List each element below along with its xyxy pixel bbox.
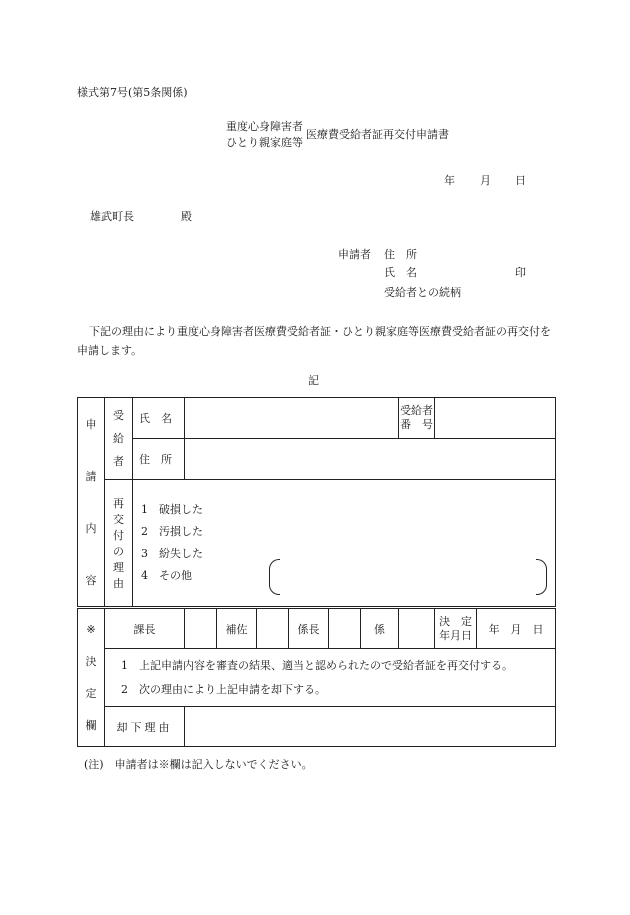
seal-mark: 印 — [515, 266, 526, 279]
page-title: 医療費受給者証再交付申請書 — [306, 128, 449, 141]
reason-option-soiled[interactable]: 2 汚損した — [141, 525, 203, 538]
recipient-name-label: 氏 名 — [133, 398, 185, 439]
recipient-address-field[interactable] — [185, 439, 556, 480]
application-table — [77, 397, 556, 747]
recipient-address-label: 住 所 — [133, 439, 185, 480]
addressee: 雄武町長 — [90, 210, 134, 223]
title-line2: ひとり親家庭等 — [226, 136, 303, 149]
role-subsection-chief: 係長 — [289, 608, 329, 649]
seal-section-chief[interactable] — [185, 608, 217, 649]
rejection-reason-label: 却下理由 — [105, 707, 185, 747]
seal-subsection-chief[interactable] — [329, 608, 361, 649]
title-line1: 重度心身障害者 — [226, 120, 303, 133]
applicant-name-label: 氏 名 — [384, 266, 417, 279]
honorific: 殿 — [181, 210, 192, 223]
recipient-name-field[interactable] — [185, 398, 399, 439]
applicant-address-label: 住 所 — [384, 248, 417, 261]
recipient-label-cell: 受 給 者 — [105, 398, 133, 480]
footnote: (注) 申請者は※欄は記入しないでください。 — [84, 758, 313, 771]
relation-label: 受給者との続柄 — [384, 286, 461, 299]
reason-option-damaged[interactable]: 1 破損した — [141, 503, 203, 516]
reason-label-cell: 再 交 付 の 理 由 — [105, 480, 133, 608]
decision-date-field[interactable]: 年 月 日 — [477, 608, 556, 649]
decision-approve[interactable]: 1 上記申請内容を審査の結果、適当と認められたので受給者証を再交付する。 — [121, 658, 513, 672]
role-assistant: 補佐 — [217, 608, 257, 649]
reason-option-lost[interactable]: 3 紛失した — [141, 547, 203, 560]
date-month-label: 月 — [480, 174, 491, 187]
role-section-chief: 課長 — [105, 608, 185, 649]
seal-staff[interactable] — [399, 608, 435, 649]
date-year-label: 年 — [444, 174, 455, 187]
role-staff: 係 — [361, 608, 399, 649]
applicant-label: 申請者 — [338, 248, 371, 261]
ki-heading: 記 — [308, 374, 319, 387]
decision-date-label: 決 定 年月日 — [435, 608, 477, 649]
recipient-number-field[interactable] — [435, 398, 556, 439]
reason-options[interactable] — [133, 480, 556, 608]
right-paren-bracket — [536, 559, 547, 595]
reason-option-other[interactable]: 4 その他 — [141, 565, 555, 587]
decision-options — [105, 649, 556, 707]
decision-label-cell: ※ 決 定 欄 — [78, 608, 105, 747]
date-day-label: 日 — [515, 174, 526, 187]
decision-reject[interactable]: 2 次の理由により上記申請を却下する。 — [121, 682, 326, 696]
rejection-reason-field[interactable] — [185, 707, 556, 747]
recipient-number-label: 受給者 番 号 — [399, 398, 435, 439]
left-paren-bracket — [269, 559, 280, 595]
form-number: 様式第7号(第5条関係) — [77, 86, 188, 99]
section-label-cell: 申 請 内 容 — [78, 398, 105, 608]
body-paragraph: 下記の理由により重度心身障害者医療費受給者証・ひとり親家庭等医療費受給者証の再交付を申請します。 — [77, 325, 551, 357]
seal-assistant[interactable] — [257, 608, 289, 649]
